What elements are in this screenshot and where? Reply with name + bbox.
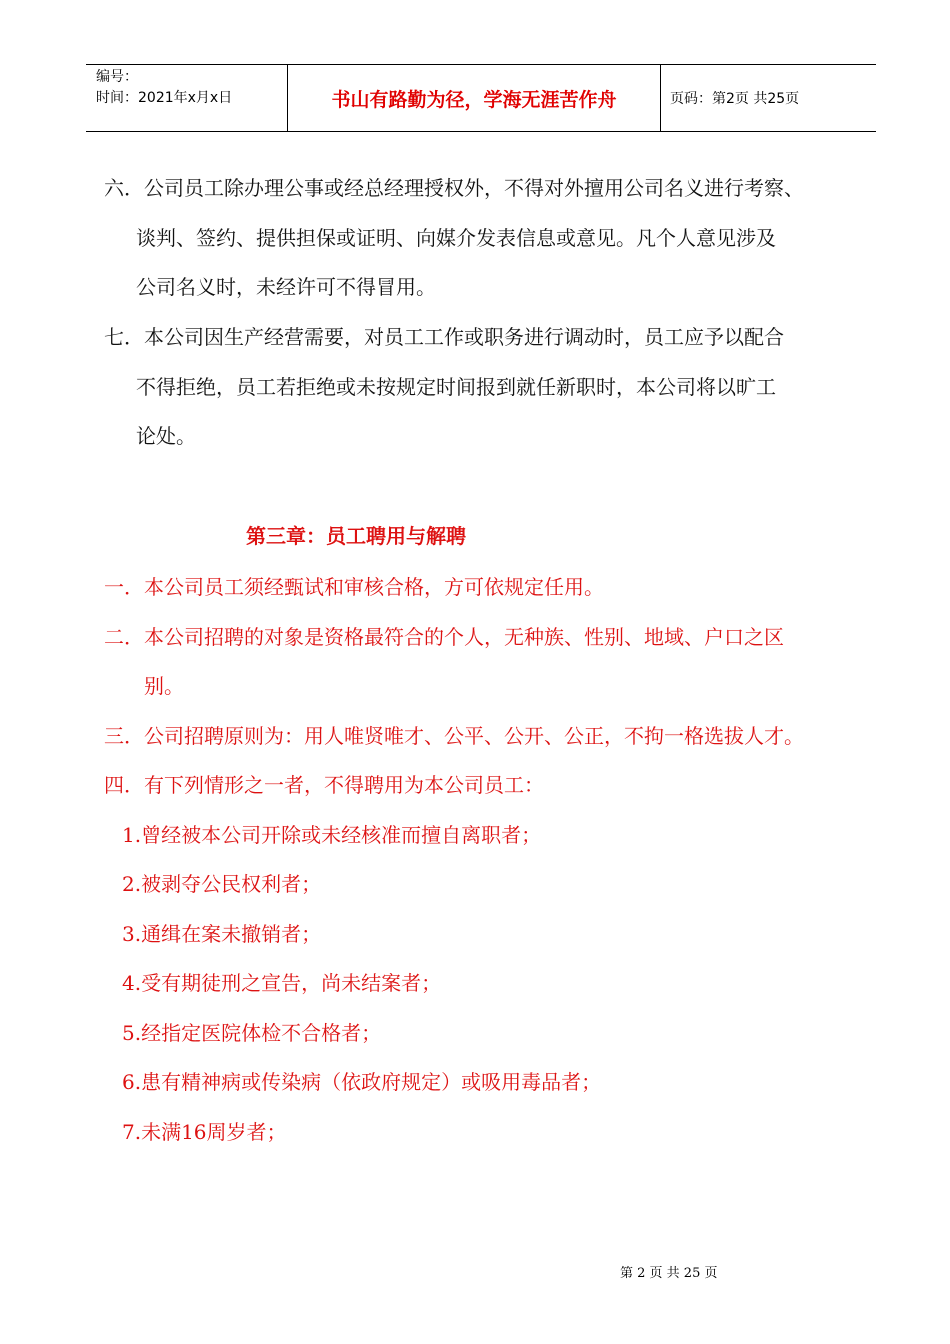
item-6-line: 谈判、签约、提供担保或证明、向媒介发表信息或意见。凡个人意见涉及 xyxy=(136,225,776,250)
chapter-item-2-line: 别。 xyxy=(144,674,184,698)
time-label: 时间：2021年x月x日 xyxy=(96,90,233,106)
item-7-line: 论处。 xyxy=(136,424,196,448)
chapter-item-2-line: 二．本公司招聘的对象是资格最符合的个人，无种族、性别、地域、户口之区 xyxy=(104,624,784,649)
chapter-item-3: 三．公司招聘原则为：用人唯贤唯才、公平、公开、公正，不拘一格选拔人才。 xyxy=(104,723,804,748)
header-motto: 书山有路勤为径，学海无涯苦作舟 xyxy=(331,88,617,111)
item-7 xyxy=(104,313,784,462)
chapter-item-1: 一．本公司员工须经甄试和审核合格，方可依规定任用。 xyxy=(104,575,604,599)
sub-item: 5.经指定医院体检不合格者； xyxy=(122,1020,382,1045)
document-header xyxy=(86,64,876,132)
sub-item: 4.受有期徒刑之宣告，尚未结案者； xyxy=(122,971,442,995)
page-footer: 第 2 页 共 25 页 xyxy=(620,1266,718,1281)
chapter-title: 第三章：员工聘用与解聘 xyxy=(246,524,466,548)
item-7-line: 不得拒绝，员工若拒绝或未按规定时间报到就任新职时，本公司将以旷工 xyxy=(136,374,776,399)
item-6-line: 公司名义时，未经许可不得冒用。 xyxy=(136,275,436,299)
sub-item: 1.曾经被本公司开除或未经核准而擅自离职者； xyxy=(122,822,542,847)
chapter-items xyxy=(104,563,804,1157)
item-6-line: 六．公司员工除办理公事或经总经理授权外，不得对外擅用公司名义进行考察、 xyxy=(104,176,804,200)
chapter-item-4: 四．有下列情形之一者，不得聘用为本公司员工： xyxy=(104,773,544,797)
header-page-label: 页码：第2页 共25页 xyxy=(670,91,800,107)
sub-item: 3.通缉在案未撤销者； xyxy=(122,921,322,946)
number-label: 编号： xyxy=(96,69,138,85)
item-6 xyxy=(104,164,804,313)
sub-item: 6.患有精神病或传染病（依政府规定）或吸用毒品者； xyxy=(122,1070,602,1094)
header-divider xyxy=(660,65,661,131)
header-meta xyxy=(96,67,232,109)
sub-item: 2.被剥夺公民权利者； xyxy=(122,872,322,896)
item-7-line: 七．本公司因生产经营需要，对员工工作或职务进行调动时，员工应予以配合 xyxy=(104,325,784,349)
sub-item: 7.未满16周岁者； xyxy=(122,1119,287,1144)
